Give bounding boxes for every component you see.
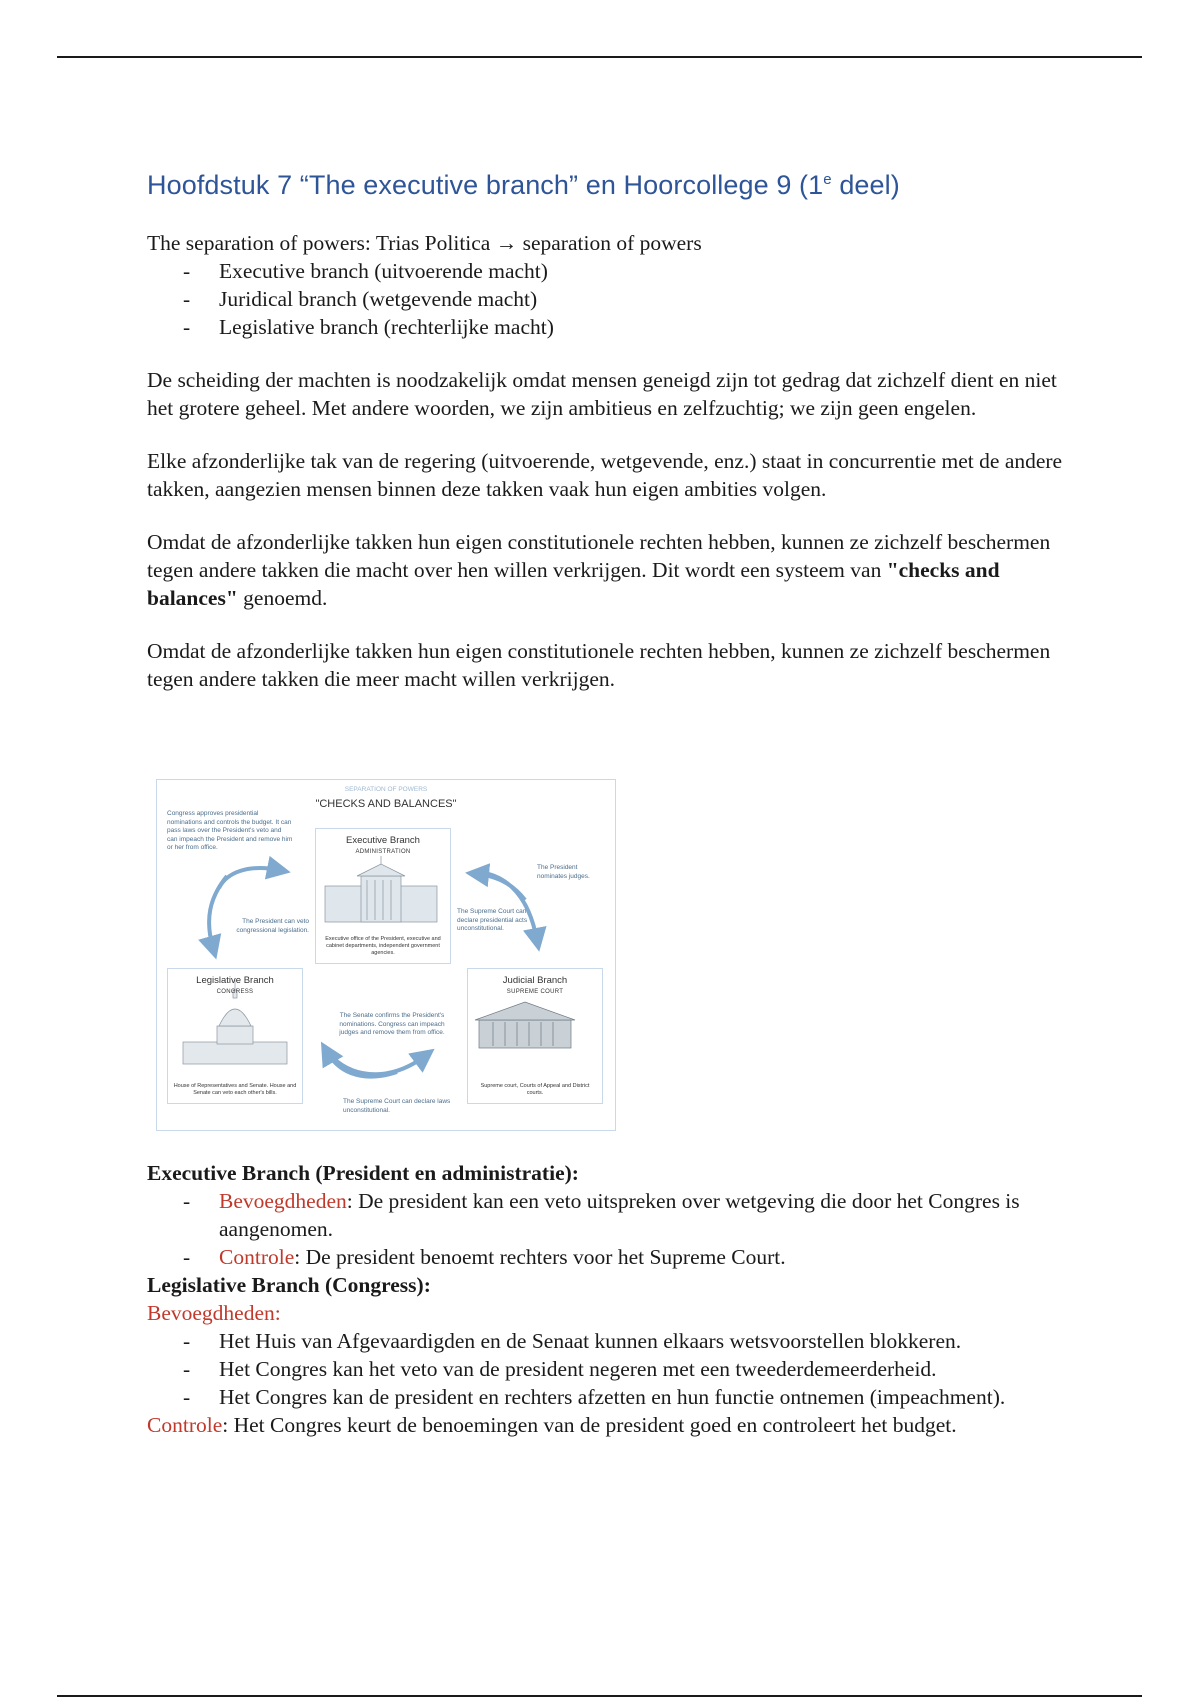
document-body	[147, 170, 1067, 1439]
list-item: - Legislative branch (rechterlijke macht)	[147, 313, 1067, 341]
note-senate: The Senate confirms the President's nominations. Congress can impeach judges and remove them from office.	[339, 1012, 445, 1036]
list-item: - Het Congres kan het veto van de president negeren met een tweederdemeerderheid.	[147, 1355, 1067, 1383]
list-item: - Controle: De president benoemt rechters voor het Supreme Court.	[147, 1243, 1067, 1271]
legislative-branch-caption: House of Representatives and Senate. House and Senate can veto each other's bills.	[173, 1083, 297, 1096]
paragraph-2: Elke afzonderlijke tak van de regering (uitvoerende, wetgevende, enz.) staat in concurrentie met de andere takken, aangezien mensen binnen deze takken vaak hun eigen ambities volgen.	[147, 449, 1063, 501]
note-president-veto: The President can veto congressional legislation.	[236, 918, 309, 934]
list-item: - Het Huis van Afgevaardigden en de Senaat kunnen elkaars wetsvoorstellen blokkeren.	[147, 1327, 1067, 1355]
legislative-branch-box	[167, 968, 303, 1104]
executive-branch-box	[315, 828, 451, 964]
note-congress: Congress approves presidential nominations and controls the budget. It can pass laws over the President's veto and can impeach the President and remove him or her from office.	[167, 810, 293, 851]
page-title: Hoofdstuk 7 “The executive branch” en Hoorcollege 9 (1e deel)	[147, 170, 900, 200]
paragraph-3: Omdat de afzonderlijke takken hun eigen constitutionele rechten hebben, kunnen ze zichzelf beschermen tegen andere takken die macht over hen willen verkrijgen. Dit wordt een systeem van "checks and balances" genoemd.	[147, 530, 1051, 610]
paragraph-4: Omdat de afzonderlijke takken hun eigen constitutionele rechten hebben, kunnen ze zichzelf beschermen tegen andere takken die meer macht willen verkrijgen.	[147, 639, 1051, 691]
note-court-executive: The Supreme Court can declare presidential acts unconstitutional.	[457, 908, 528, 932]
paragraph-1: De scheiding der machten is noodzakelijk omdat mensen geneigd zijn tot gedrag dat zichzelf dient en niet het grotere geheel. Met andere woorden, we zijn ambitieus en zelfzuchtig; we zijn geen engelen.	[147, 368, 1057, 420]
executive-branch-sub: ADMINISTRATION	[355, 849, 411, 855]
bottom-rule	[57, 1695, 1142, 1697]
list-item: - Juridical branch (wetgevende macht)	[147, 285, 1067, 313]
legislative-branch-sub: CONGRESS	[216, 989, 254, 995]
intro-line: The separation of powers: Trias Politica → separation of powers	[147, 231, 702, 255]
arrow-executive-legislative	[209, 876, 227, 948]
note-president-judges: The President nominates judges.	[537, 864, 590, 880]
checks-and-balances-diagram	[156, 779, 616, 1131]
executive-list	[147, 1187, 1067, 1271]
executive-branch-name: Executive Branch	[346, 835, 420, 846]
branches-list	[147, 257, 1067, 341]
list-item: - Bevoegdheden: De president kan een veto uitspreken over wetgeving die door het Congres is aangenomen.	[147, 1187, 1067, 1243]
diagram-supertitle: SEPARATION OF POWERS	[344, 786, 428, 793]
list-item: - Het Congres kan de president en rechters afzetten en hun functie ontnemen (impeachment).	[147, 1383, 1067, 1411]
legislative-control: Controle: Het Congres keurt de benoemingen van de president goed en controleert het budget.	[147, 1413, 957, 1437]
judicial-branch-box	[467, 968, 603, 1104]
judicial-branch-name: Judicial Branch	[502, 975, 568, 986]
judicial-branch-caption: Supreme court, Courts of Appeal and District courts.	[480, 1083, 590, 1096]
executive-branch-caption: Executive office of the President, executive and cabinet departments, independent government agencies.	[325, 936, 441, 956]
judicial-branch-sub: SUPREME COURT	[506, 989, 564, 995]
note-court-laws: The Supreme Court can declare laws unconstitutional.	[343, 1098, 451, 1114]
diagram-title: "CHECKS AND BALANCES"	[315, 798, 457, 810]
legislative-heading: Legislative Branch (Congress):	[147, 1273, 431, 1297]
top-rule	[57, 56, 1142, 58]
legislative-powers-label: Bevoegdheden:	[147, 1301, 281, 1325]
list-item: - Executive branch (uitvoerende macht)	[147, 257, 1067, 285]
arrow-legislative-executive	[219, 868, 279, 888]
executive-heading: Executive Branch (President en administratie):	[147, 1161, 579, 1185]
legislative-branch-name: Legislative Branch	[196, 975, 274, 986]
legislative-list	[147, 1327, 1067, 1411]
